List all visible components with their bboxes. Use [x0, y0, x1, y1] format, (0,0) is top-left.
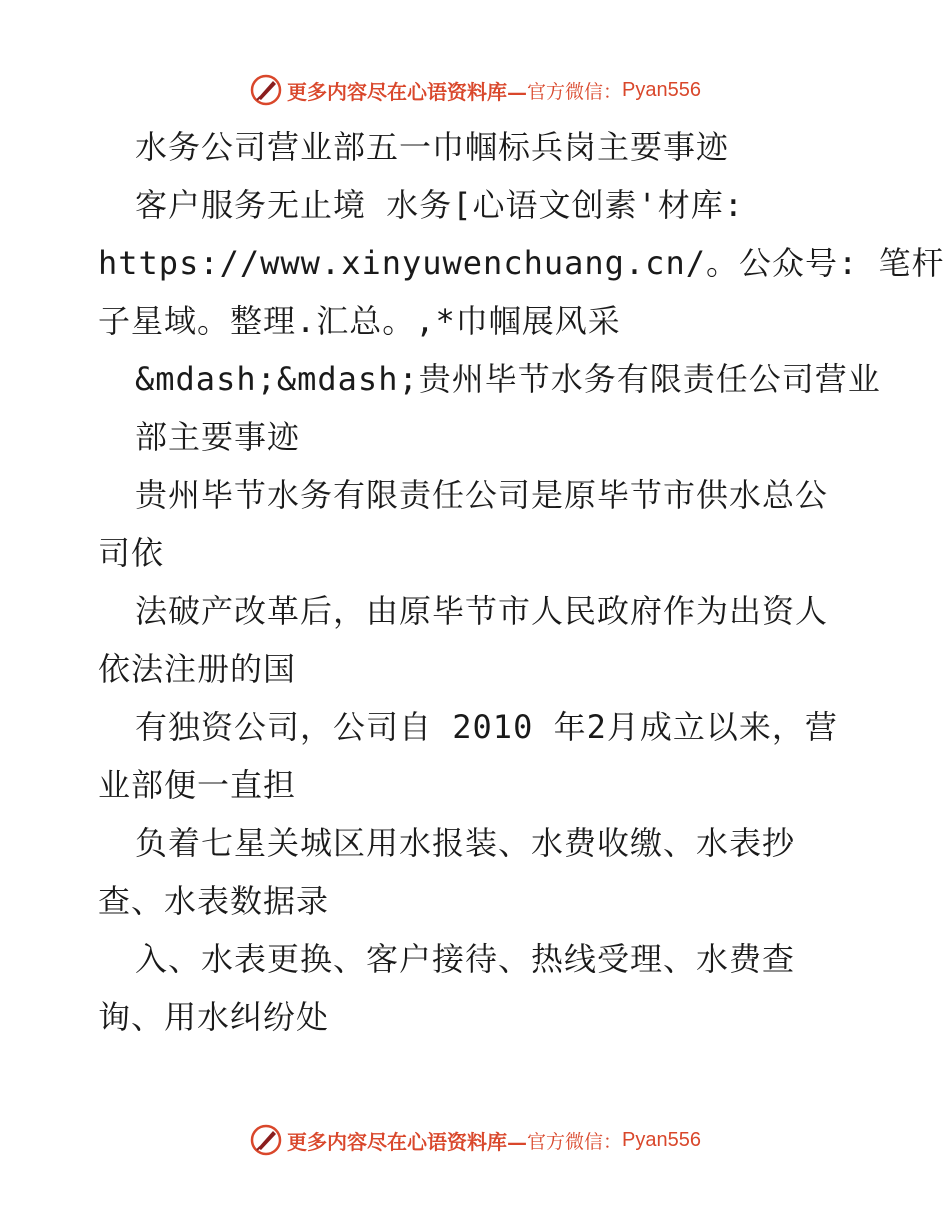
- text-line: &mdash;&mdash;贵州毕节水务有限责任公司营业: [135, 360, 881, 398]
- text-line: 入、水表更换、客户接待、热线受理、水费查: [135, 940, 796, 978]
- text-line: 负着七星关城区用水报装、水费收缴、水表抄: [135, 824, 796, 862]
- banner-wechat-label: 官方微信：: [527, 80, 623, 103]
- text-line: 客户服务无止境 水务[心语文创素'材库:: [135, 186, 745, 224]
- banner-wechat-id: Pyan556: [622, 78, 701, 101]
- banner-wechat-label: 官方微信：: [527, 1130, 623, 1153]
- footer-banner: [0, 1120, 950, 1160]
- title-line: 水务公司营业部五一巾帼标兵岗主要事迹: [135, 128, 730, 166]
- banner-wechat-id: Pyan556: [622, 1128, 701, 1151]
- banner-prefix: 更多内容尽在心语资料库—: [287, 79, 527, 104]
- quill-logo-icon: [249, 1123, 283, 1157]
- text-line: 有独资公司，公司自 2010 年2月成立以来，营: [135, 708, 838, 746]
- text-line: 贵州毕节水务有限责任公司是原毕节市供水总公: [135, 476, 829, 514]
- text-line: 部主要事迹: [135, 418, 301, 456]
- banner-prefix: 更多内容尽在心语资料库—: [287, 1129, 527, 1154]
- text-line: https://www.xinyuwenchuang.cn/。公众号: 笔杆: [98, 244, 945, 282]
- text-line: 业部便一直担: [98, 766, 297, 804]
- text-line: 子星域。整理.汇总。,*巾帼展风采: [98, 302, 621, 340]
- text-line: 司依: [98, 534, 165, 572]
- header-banner: [0, 70, 950, 110]
- document-body: [98, 118, 945, 1046]
- text-line: 查、水表数据录: [98, 882, 330, 920]
- text-line: 询、用水纠纷处: [98, 998, 330, 1036]
- text-line: 依法注册的国: [98, 650, 297, 688]
- text-line: 法破产改革后，由原毕节市人民政府作为出资人: [135, 592, 829, 630]
- quill-logo-icon: [249, 73, 283, 107]
